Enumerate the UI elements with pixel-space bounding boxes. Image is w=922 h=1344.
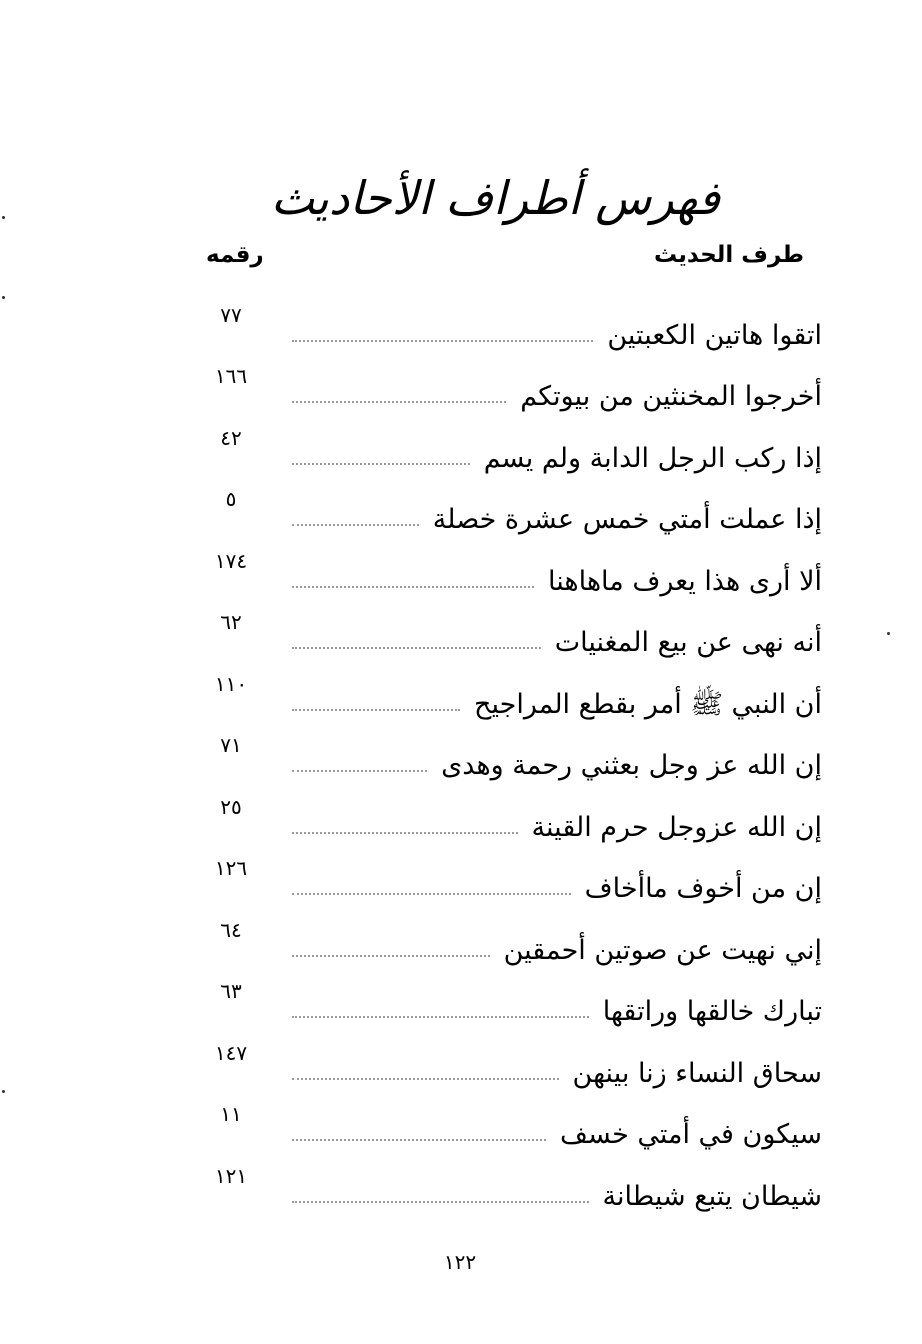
hadith-text: أخرجوا المخنثين من بيوتكم — [520, 381, 822, 412]
dotted-leader — [292, 401, 506, 403]
index-entry — [200, 971, 822, 1033]
dotted-leader — [292, 709, 460, 711]
dotted-leader — [292, 647, 541, 649]
hadith-number: ٥ — [225, 487, 237, 511]
hadith-number: ١٢٦ — [214, 856, 248, 880]
dotted-leader — [292, 586, 534, 588]
hadith-number: ٦٣ — [220, 979, 242, 1003]
hadith-text: إني نهيت عن صوتين أحمقين — [503, 934, 822, 966]
dotted-leader — [292, 1201, 589, 1203]
hadith-text: إن الله عزوجل حرم القينة — [531, 811, 822, 843]
hadith-text: تبارك خالقها وراتقها — [602, 996, 822, 1027]
hadith-number: ٢٥ — [220, 794, 242, 819]
hadith-index-list — [200, 294, 822, 1217]
dotted-leader — [292, 955, 490, 957]
scan-speck — [2, 1090, 5, 1093]
dotted-leader — [292, 524, 419, 526]
index-entry — [200, 1032, 822, 1094]
index-entry — [200, 540, 822, 602]
index-entry — [200, 909, 822, 971]
hadith-text: ألا أرى هذا يعرف ماهاهنا — [547, 565, 822, 597]
hadith-text: سحاق النساء زنا بينهن — [572, 1057, 822, 1089]
hadith-text: اتقوا هاتين الكعبتين — [607, 319, 822, 351]
hadith-text: سيكون في أمتي خسف — [560, 1119, 822, 1150]
index-entry — [200, 725, 822, 787]
index-entry — [200, 848, 822, 910]
page-number: ١٢٢ — [443, 1250, 477, 1274]
dotted-leader — [292, 1139, 546, 1141]
hadith-number: ٧١ — [220, 733, 242, 757]
index-entry — [200, 602, 822, 664]
number-column-header: رقمه — [206, 242, 264, 268]
dotted-leader — [292, 770, 427, 772]
index-entry — [200, 786, 822, 848]
dotted-leader — [292, 340, 593, 342]
hadith-number: ١١ — [220, 1102, 242, 1126]
index-entry — [200, 417, 822, 479]
dotted-leader — [292, 832, 518, 834]
index-entry — [200, 356, 822, 418]
dotted-leader — [292, 1016, 589, 1018]
hadith-text: إن الله عز وجل بعثني رحمة وهدى — [441, 750, 822, 781]
dotted-leader — [292, 463, 470, 465]
hadith-number: ٤٢ — [220, 425, 242, 450]
hadith-text: أن النبي ﷺ أمر بقطع المراجيح — [474, 688, 822, 720]
hadith-number: ١١٠ — [214, 671, 248, 696]
hadith-number: ١٦٦ — [214, 364, 248, 388]
hadith-number: ١٢١ — [214, 1163, 248, 1188]
index-entry — [200, 663, 822, 725]
index-entry — [200, 1094, 822, 1156]
hadith-number: ١٧٤ — [214, 548, 248, 573]
hadith-text: أنه نهى عن بيع المغنيات — [554, 627, 822, 658]
page-title: فهرس أطراف الأحاديث — [270, 171, 720, 225]
hadith-text: إذا عملت أمتي خمس عشرة خصلة — [432, 504, 822, 535]
scan-speck — [887, 632, 890, 635]
dotted-leader — [292, 893, 571, 895]
dotted-leader — [292, 1078, 559, 1080]
index-entry — [200, 294, 822, 356]
hadith-number: ٦٢ — [220, 610, 242, 634]
index-entry — [200, 479, 822, 541]
hadith-text: إذا ركب الرجل الدابة ولم يسم — [483, 442, 822, 474]
hadith-number: ١٤٧ — [214, 1040, 248, 1065]
hadith-text: إن من أخوف ماأخاف — [584, 873, 822, 904]
hadith-number: ٧٧ — [220, 302, 242, 327]
hadith-text: شيطان يتبع شيطانة — [602, 1180, 822, 1212]
hadith-column-header: طرف الحديث — [653, 242, 804, 268]
scan-speck — [2, 296, 5, 299]
hadith-number: ٦٤ — [220, 917, 242, 942]
index-entry — [200, 1155, 822, 1217]
scan-speck — [2, 216, 5, 219]
